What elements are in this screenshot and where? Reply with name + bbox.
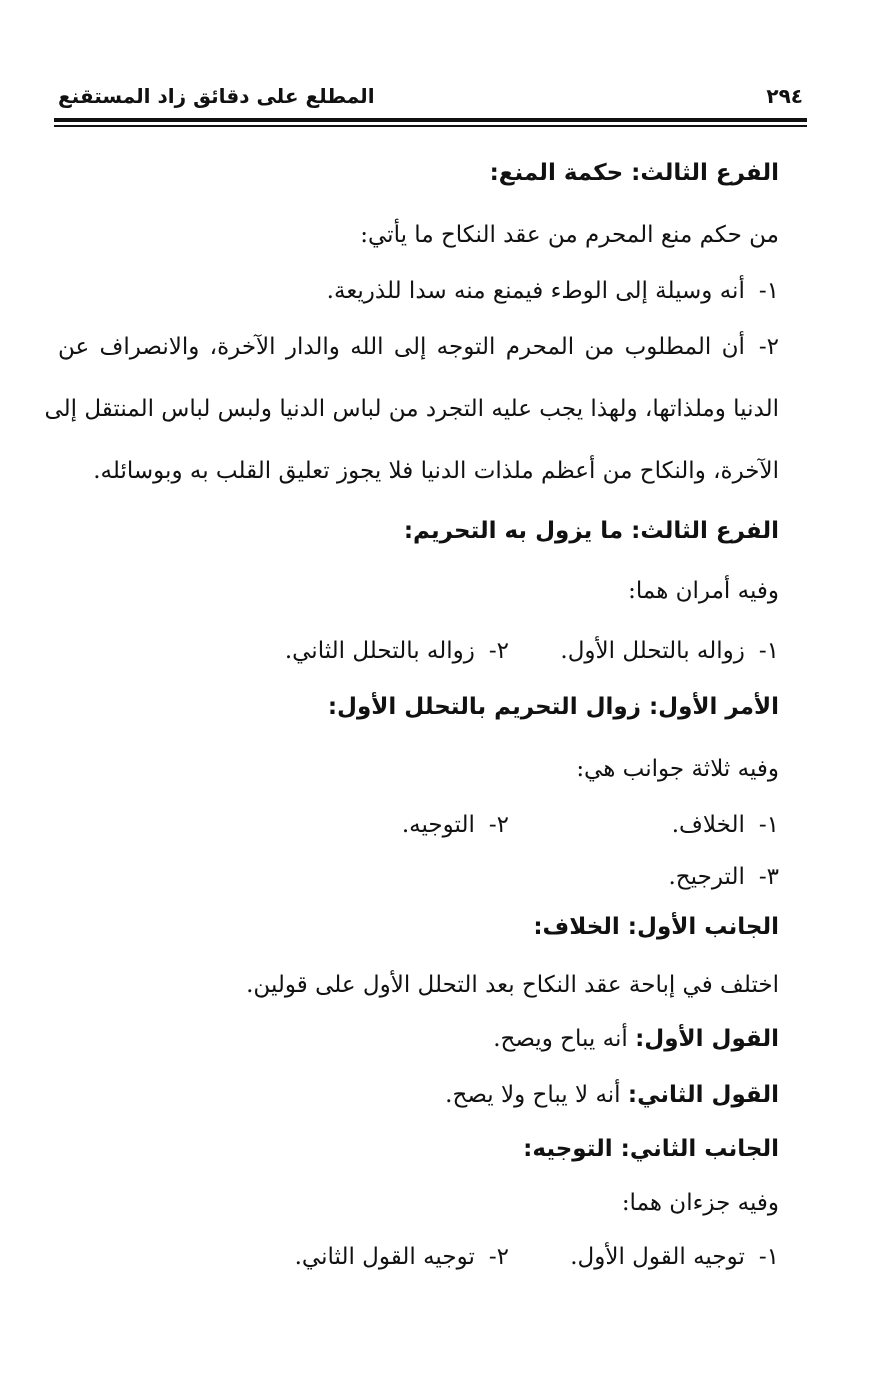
list-number: ١- (758, 638, 779, 664)
list-item (295, 1244, 509, 1272)
list-number: ٢- (488, 1244, 509, 1270)
section-intro: وفيه ثلاثة جوانب هي: (576, 756, 779, 782)
section-heading-dispute: الجانب الأول: الخلاف: (533, 914, 779, 940)
opinion-line (445, 1082, 779, 1110)
list-text: أنه وسيلة إلى الوطء فيمنع منه سدا للذريعة. (326, 278, 745, 304)
opinion-text: أنه لا يباح ولا يصح. (445, 1082, 621, 1108)
list-text: أن المطلوب من المحرم التوجه إلى الله والدار الآخرة، والانصراف عن (58, 334, 745, 360)
list-number: ١- (758, 1244, 779, 1270)
section-intro: وفيه أمران هما: (628, 578, 779, 604)
opinion-line (493, 1026, 779, 1054)
opinion-label: القول الأول: (635, 1026, 779, 1052)
list-item (327, 278, 779, 306)
list-text: توجيه القول الأول. (570, 1244, 745, 1270)
list-number: ١- (758, 278, 779, 304)
list-item (402, 812, 509, 840)
section-heading-first-matter: الأمر الأول: زوال التحريم بالتحلل الأول: (327, 694, 779, 720)
list-item (58, 334, 779, 362)
section-heading-wisdom: الفرع الثالث: حكمة المنع: (489, 160, 779, 186)
list-text: الترجيح. (668, 864, 745, 890)
list-number: ٢- (758, 334, 779, 360)
section-intro: اختلف في إباحة عقد النكاح بعد التحلل الأول على قولين. (246, 972, 779, 998)
list-item (285, 638, 509, 666)
section-heading-justification: الجانب الثاني: التوجيه: (523, 1136, 779, 1162)
list-item (560, 638, 779, 666)
list-text: الخلاف. (671, 812, 745, 838)
list-item (570, 1244, 779, 1272)
opinion-label: القول الثاني: (627, 1082, 779, 1108)
list-text: توجيه القول الثاني. (294, 1244, 475, 1270)
list-number: ٣- (758, 864, 779, 890)
list-number: ١- (758, 812, 779, 838)
list-number: ٢- (488, 638, 509, 664)
list-text: التوجيه. (401, 812, 475, 838)
list-text: زواله بالتحلل الثاني. (284, 638, 475, 664)
opinion-text: أنه يباح ويصح. (493, 1026, 628, 1052)
list-number: ٢- (488, 812, 509, 838)
paragraph-line: الآخرة، والنكاح من أعظم ملذات الدنيا فلا يجوز تعليق القلب به وبوسائله. (93, 458, 779, 484)
header-rule-thick (54, 118, 807, 122)
list-item (672, 812, 779, 840)
header-rule-thin (54, 125, 807, 127)
running-header (58, 78, 803, 114)
paragraph-line: الدنيا وملذاتها، ولهذا يجب عليه التجرد من لباس الدنيا ولبس لباس المنتقل إلى (44, 396, 779, 422)
section-heading-removal: الفرع الثالث: ما يزول به التحريم: (403, 518, 779, 544)
section-intro: وفيه جزءان هما: (621, 1190, 779, 1216)
page-number: ٢٩٤ (766, 84, 803, 108)
book-title: المطلع على دقائق زاد المستقنع (58, 84, 375, 108)
list-text: زواله بالتحلل الأول. (560, 638, 745, 664)
section-intro: من حكم منع المحرم من عقد النكاح ما يأتي: (360, 222, 779, 248)
list-item (669, 864, 780, 892)
